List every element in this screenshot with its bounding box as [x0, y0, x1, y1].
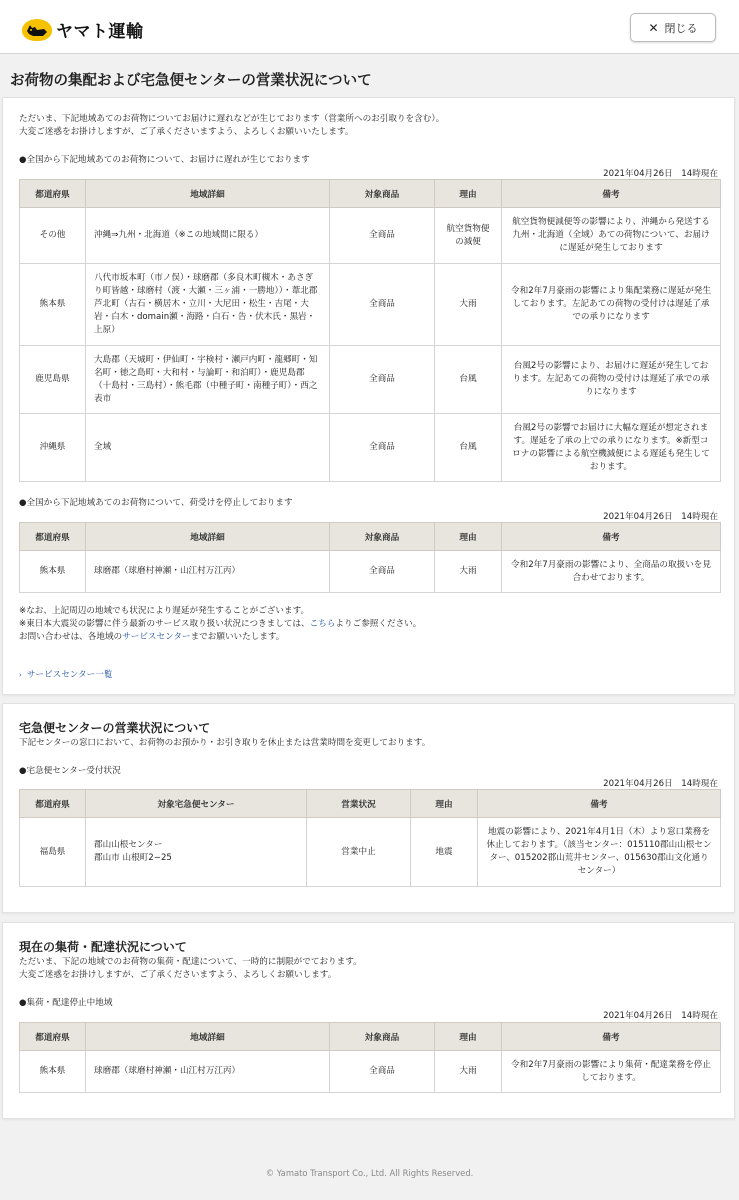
cell-status: 営業中止 [307, 818, 411, 887]
cell-product: 全商品 [330, 208, 435, 264]
note-line-3-text: お問い合わせは、各地域の [19, 632, 123, 642]
col-product: 対象商品 [330, 523, 435, 551]
cell-prefecture: 熊本県 [20, 264, 86, 346]
col-reason: 理由 [435, 180, 502, 208]
cell-reason: 大雨 [435, 1051, 502, 1093]
col-note: 備考 [502, 523, 721, 551]
cell-prefecture: その他 [20, 208, 86, 264]
col-product: 対象商品 [330, 1023, 435, 1051]
center-address: 郡山市 山根町2−25 [94, 853, 172, 863]
note-line-2-suffix: よりご参照ください。 [335, 619, 422, 629]
black-cat-icon [22, 19, 52, 41]
table-header-row [20, 523, 721, 551]
cell-reason: 台風 [435, 414, 502, 482]
center-status-timestamp: 2021年04月26日 14時現在 [603, 779, 718, 789]
col-reason: 理由 [435, 523, 502, 551]
pickup-delivery-title: 現在の集荷・配達状況について [19, 940, 187, 954]
stop-subhead: ●全国から下記地域あてのお荷物について、荷受けを停止しております [19, 498, 293, 508]
disaster-info-link[interactable]: こちら [309, 619, 336, 629]
table-row [20, 414, 721, 482]
col-area: 地域詳細 [86, 523, 330, 551]
table-header-row [20, 180, 721, 208]
close-icon: ✕ [648, 20, 659, 35]
close-label: 閉じる [664, 21, 698, 35]
col-prefecture: 都道府県 [20, 790, 86, 818]
col-note: 備考 [502, 180, 721, 208]
cell-note: 航空貨物便減便等の影響により、沖縄から発送する九州・北海道（全域）あての荷物について、お届けに遅延が発生しております [502, 208, 721, 264]
cell-prefecture: 福島県 [20, 818, 86, 887]
note-line-2 [19, 618, 421, 631]
cell-area: 沖縄⇒九州・北海道（※この地域間に限る） [86, 208, 330, 264]
cell-product: 全商品 [330, 264, 435, 346]
center-status-table [19, 789, 721, 887]
col-product: 対象商品 [330, 180, 435, 208]
close-button[interactable] [630, 13, 716, 42]
cell-area: 球磨郡（球磨村神瀬・山江村万江丙） [86, 551, 330, 593]
cell-prefecture: 熊本県 [20, 551, 86, 593]
cell-prefecture: 沖縄県 [20, 414, 86, 482]
pickup-intro-line-2: 大変ご迷惑をお掛けしますが、ご了承くださいますよう、よろしくお願いします。 [19, 970, 337, 980]
service-center-link[interactable]: サービスセンター [122, 632, 191, 642]
cell-note: 台風2号の影響でお届けに大幅な遅延が想定されます。遅延を了承の上での承りになります。※新型コロナの影響による航空機減便による遅延も発生しております。 [502, 414, 721, 482]
chevron-right-icon: › [19, 671, 22, 679]
delivery-delay-card [2, 97, 735, 695]
cell-reason: 大雨 [435, 264, 502, 346]
cell-note: 令和2年7月豪雨の影響により、全商品の取扱いを見合わせております。 [502, 551, 721, 593]
center-status-subhead: ●宅急便センター受付状況 [19, 766, 121, 776]
table-row [20, 346, 721, 414]
note-line-2-text: ※東日本大震災の影響に伴う最新のサービス取り扱い状況につきましては、 [19, 619, 310, 629]
col-prefecture: 都道府県 [20, 523, 86, 551]
cell-reason: 台風 [435, 346, 502, 414]
cell-note: 台風2号の影響により、お届けに遅延が発生しております。左記あての荷物の受付けは遅延了承での承りになります [502, 346, 721, 414]
col-area: 地域詳細 [86, 1023, 330, 1051]
col-reason: 理由 [435, 1023, 502, 1051]
cell-product: 全商品 [330, 551, 435, 593]
col-center: 対象宅急便センター [86, 790, 307, 818]
cell-center [86, 818, 307, 887]
col-reason: 理由 [411, 790, 478, 818]
cell-prefecture: 鹿児島県 [20, 346, 86, 414]
intro-line-2: 大変ご迷惑をお掛けしますが、ご了承くださいますよう、よろしくお願いいたします。 [19, 127, 354, 137]
cell-note: 令和2年7月豪雨の影響により集荷・配達業務を停止しております。 [502, 1051, 721, 1093]
center-name: 郡山山根センター [94, 840, 163, 850]
cell-note: 令和2年7月豪雨の影響により集配業務に遅延が発生しております。左記あての荷物の受付けは遅延了承での承りになります [502, 264, 721, 346]
table-row [20, 551, 721, 593]
table-header-row [20, 790, 721, 818]
col-prefecture: 都道府県 [20, 180, 86, 208]
stop-timestamp: 2021年04月26日 14時現在 [603, 512, 718, 522]
center-status-title: 宅急便センターの営業状況について [19, 721, 211, 735]
center-status-card [2, 703, 735, 913]
pickup-delivery-card [2, 922, 735, 1119]
cell-area: 全域 [86, 414, 330, 482]
table-row [20, 208, 721, 264]
col-status: 営業状況 [307, 790, 411, 818]
table-row [20, 264, 721, 346]
service-center-list-link[interactable] [19, 668, 112, 680]
cell-area: 八代市坂本町（市ノ俣）・球磨郡（多良木町槻木・あさぎり町皆越・球磨村（渡・大瀬・三ヶ浦・一勝地））・葦北郡芦北町（古石・横居木・立川・大尼田・松生・吉尾・大岩・白木・domain瀬・海路・白石・告・伏木氏・黒岩・上原） [86, 264, 330, 346]
table-row [20, 1051, 721, 1093]
col-note: 備考 [502, 1023, 721, 1051]
note-line-3 [19, 631, 284, 644]
cell-product: 全商品 [330, 346, 435, 414]
pickup-table [19, 1022, 721, 1093]
cell-reason: 地震 [411, 818, 478, 887]
col-note: 備考 [478, 790, 721, 818]
pickup-subhead: ●集荷・配達停止中地域 [19, 998, 113, 1008]
cell-area: 球磨郡（球磨村神瀬・山江村万江丙） [86, 1051, 330, 1093]
pickup-intro-line-1: ただいま、下記の地域でのお荷物の集荷・配達について、一時的に制限がでております。 [19, 957, 362, 967]
intro-line-1: ただいま、下記地域あてのお荷物についてお届けに遅れなどが生じております（営業所へのお引取りを含む）。 [19, 114, 445, 124]
col-prefecture: 都道府県 [20, 1023, 86, 1051]
cell-reason: 航空貨物便の減便 [435, 208, 502, 264]
note-line-1: ※なお、上記周辺の地域でも状況により遅延が発生することがございます。 [19, 606, 310, 616]
logo-text: ヤマト運輸 [56, 22, 144, 42]
pickup-timestamp: 2021年04月26日 14時現在 [603, 1011, 718, 1021]
cell-note: 地震の影響により、2021年4月1日（木）より窓口業務を休止しております。（該当センター：015110郡山山根センター、015202郡山荒井センター、015630郡山文化通りセンター） [478, 818, 721, 887]
logo[interactable] [22, 17, 144, 42]
delay-subhead: ●全国から下記地域あてのお荷物について、お届けに遅れが生じております [19, 155, 310, 165]
cell-reason: 大雨 [435, 551, 502, 593]
footer-copyright: © Yamato Transport Co., Ltd. All Rights Reserved. [265, 1168, 474, 1178]
table-header-row [20, 1023, 721, 1051]
stop-table [19, 522, 721, 593]
cell-product: 全商品 [330, 1051, 435, 1093]
header [0, 0, 739, 54]
table-row [20, 818, 721, 887]
cell-product: 全商品 [330, 414, 435, 482]
cell-area: 大島郡（天城町・伊仙町・宇検村・瀬戸内町・龍郷町・知名町・徳之島町・大和村・与論町・和泊町）・鹿児島郡（十島村・三島村）・熊毛郡（中種子町・南種子町）・西之表市 [86, 346, 330, 414]
delay-timestamp: 2021年04月26日 14時現在 [603, 169, 718, 179]
service-center-list-label: サービスセンター一覧 [26, 670, 113, 680]
page-title: お荷物の集配および宅急便センターの営業状況について [10, 73, 372, 89]
cell-prefecture: 熊本県 [20, 1051, 86, 1093]
center-status-intro: 下記センターの窓口において、お荷物のお預かり・お引き取りを休止または営業時間を変更しております。 [19, 738, 431, 748]
col-area: 地域詳細 [86, 180, 330, 208]
note-line-3-suffix: までお願いいたします。 [190, 632, 285, 642]
delay-table [19, 179, 721, 482]
